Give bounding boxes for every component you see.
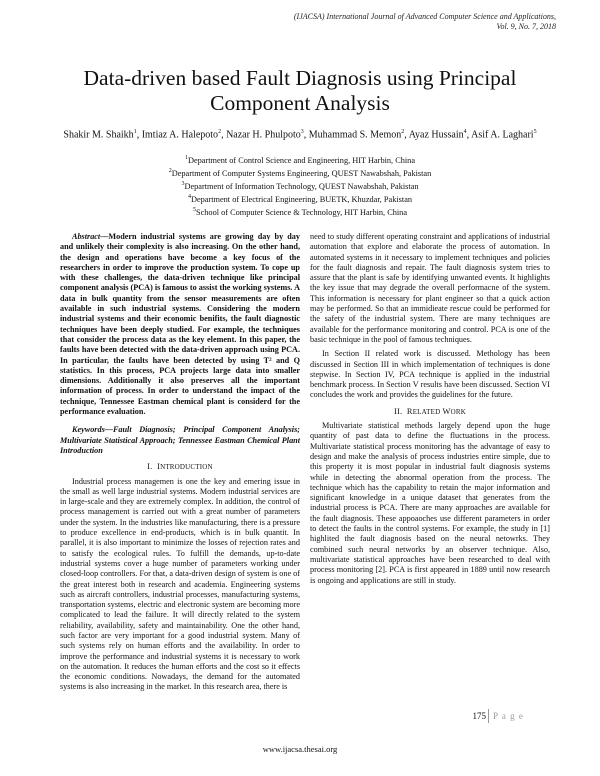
intro-paragraph-part2: need to study different operating constraint and applications of industrial automation that explore and elaborate the process of automation. In automated systems in it necessary to implement techniques and policies for the fault diagnosis and repair. The fault diagnosis system tries to assure that the plant is safe by identifying unwanted events. It highlights the key issue that may degrade the overall performacne of the system. This information is necessary for plant engineer so that a quick action may be performed. So that an immidieate rescue could be performed for the safety of the industrial system. There are many techniques are available for the performance monitoring and control. PCA is one of the basic technique in the pool of famous techniques. (310, 232, 550, 344)
author-affiliation-mark: 3 (300, 129, 304, 135)
author-name: Ayaz Hussain (408, 129, 464, 141)
author-name: Imtiaz A. Halepoto (141, 129, 219, 141)
affiliation (60, 166, 540, 179)
abstract-text: —Modern industrial systems are growing day by day and unlikely their complexity is also increasing. On the other hand, the design and operations have become a key focus of the researchers in order to improve the production system. To cope up with these challenges, the data-driven technique like principal component analysis (PCA) is famous to assist the working systems. A data in bulk quantity from the sensor measurements are often available in such industrial systems. Considering the modern industrial systems and their economic benifits, the fault diagnostic techniques have been deeply studied. For example, the techniques that consider the process data as the key element. In this paper, the faults have been detected with the data-driven approach using PCA. In particular, the faults have been detected by using T² and Q statistics. In this process, PCA projects large data into smaller dimensions. Additionally it also preserves all the important information of process. In order to understand the impact of the technique, Tennessee Eastman chemical plant is considerd for the performance evaluation. (60, 232, 300, 417)
affiliation-text: School of Computer Science & Technology, HIT Harbin, China (195, 207, 408, 217)
affiliation-text: Department of Control Science and Engineering, HIT Harbin, China (187, 155, 416, 165)
affiliation-mark: 4 (187, 193, 191, 200)
journal-header (216, 12, 556, 32)
author-name: Asif A. Laghari (471, 129, 534, 141)
intro-paragraph-part1: Industrial process managemen is one the key and emering issue in the small as well large industrial systems. Modern industrial services are in large-scale and they are extremely complex. In addition, the control of process management is carried out with a great number of parameters under the system. In the industries like manufacturing, there is a pressure to produce excellence in end-products, which is in bulk quantit. In parallel, it is also important to minimize the losses of rejection rates and to satisfy the ecological rules. To fulfill the demands, up-to-date industrial systems cover a huge number of parameters working under closed-loop controllers. For that, a data-driven design of system is one of the great interest both in research and academia. Engineering systems such as aircraft controllers, industrial processes, manufacturing systems, transportation systems, electric and electronic system are becoming more complicated to lead the failure. It will directly related to the system reliability, availability, safety and maintainability. One the other hand, such factor are very important for a good industrial system. Many of such systems rely on human efforts and the availability. In order to improve the performance and industrial systems it is necessary to work on the automation. It reduces the human efforts and the cost so it effects the economic conditions. Nowadays, the demand for the automated systems is also increasing in the market. In this research area, there is (60, 476, 300, 692)
journal-volume: Vol. 9, No. 7, 2018 (496, 22, 556, 31)
section-title: INTRODUCTION (157, 462, 213, 472)
left-column (60, 232, 300, 693)
footer-url[interactable]: www.ijacsa.thesai.org (262, 744, 338, 754)
page-number: 175 (472, 711, 486, 721)
keywords: Keywords—Fault Diagnosis; Principal Component Analysis; Multivariate Statistical Approach; Tennessee Eastman Chemical Plant Introduction (60, 425, 300, 455)
affiliation-mark: 2 (168, 167, 172, 174)
author-name: Shakir M. Shaikh (63, 129, 134, 141)
author-name: Muhammad S. Memon (308, 129, 402, 141)
author-name: Nazar H. Phulpoto (226, 129, 301, 141)
affiliation-mark: 5 (192, 206, 196, 213)
abstract (60, 232, 300, 417)
affiliation (60, 205, 540, 218)
author-affiliation-mark: 5 (533, 129, 537, 135)
affiliation-text: Department of Information Technology, QUEST Nawabshah, Pakistan (184, 181, 419, 191)
affiliation (60, 153, 540, 166)
paper-title: Data-driven based Fault Diagnosis using Principal Component Analysis (83, 66, 517, 116)
outline-paragraph: In Section II related work is discussed. Methology has been discussed in Section III in which implementation of techniques is done stepwise. In Section IV, PCA technique is applied in the industrial benchmark process. In Section V results have been discussed. Section VI concludes the work and provides the guidelines for the future. (310, 349, 550, 400)
author-affiliation-mark: 2 (218, 129, 222, 135)
affiliation-mark: 3 (181, 180, 185, 187)
author-affiliation-mark: 1 (133, 129, 137, 135)
footer-divider (488, 709, 489, 723)
journal-name: (IJACSA) International Journal of Advanced Computer Science and Applications, (293, 12, 556, 21)
section-number: I. (147, 462, 153, 472)
right-column (310, 232, 550, 586)
section-heading-related-work (310, 407, 550, 417)
section-number: II. (394, 406, 403, 416)
affiliation-mark: 1 (184, 155, 188, 161)
affiliation (60, 192, 540, 205)
affiliation-text: Department of Computer Systems Engineering, QUEST Nawabshah, Pakistan (171, 168, 432, 178)
section-title: RELATED WORK (406, 406, 466, 416)
section-heading-introduction (60, 462, 300, 472)
affiliation (60, 179, 540, 192)
affiliation-list (60, 153, 540, 218)
page-label: P a g e (493, 711, 524, 721)
author-list: Shakir M. Shaikh$^1$, Imtiaz A. Halepoto$^2$, Nazar H. Phulpoto$^3$, Muhammad S. Memon$^2$, Ayaz Hussain$^4$, Asif A. Laghari$^5$ (63, 129, 537, 141)
author-affiliation-mark: 2 (401, 129, 405, 135)
affiliation-text: Department of Electrical Engineering, BUETK, Khuzdar, Pakistan (190, 194, 413, 204)
abstract-lead: Abstract (72, 232, 101, 241)
author-affiliation-mark: 4 (463, 129, 467, 135)
related-work-paragraph: Multivariate statistical methods largely depend upon the huge quantity of past data to define the fluctuations in the process. Multivariate statistical process monitoring has the advantage of easy to design and make the analysis of process industries entire simple, due to this property it is most popular in industrial fault diagnosis systems while in detecting the abnormal operation from the process. The technique which has the capability to retain the major information and significant knowledge in a unique dataset that generates from the industrial process is PCA. There are many approaches are available for the fault diagnosis. These appoaoches use different parameters in order to detect the faults in the control systems. For example, the study in [1] highlited the fault diagnosis based on the neural netowrks. They combined such neural networks by an observer technique. Also, multivariate statistical approaches have been researched to deal with process monitoring [2]. PCA is first appeared in 1889 until now research is ongoing and applications are still in study. (310, 421, 550, 585)
